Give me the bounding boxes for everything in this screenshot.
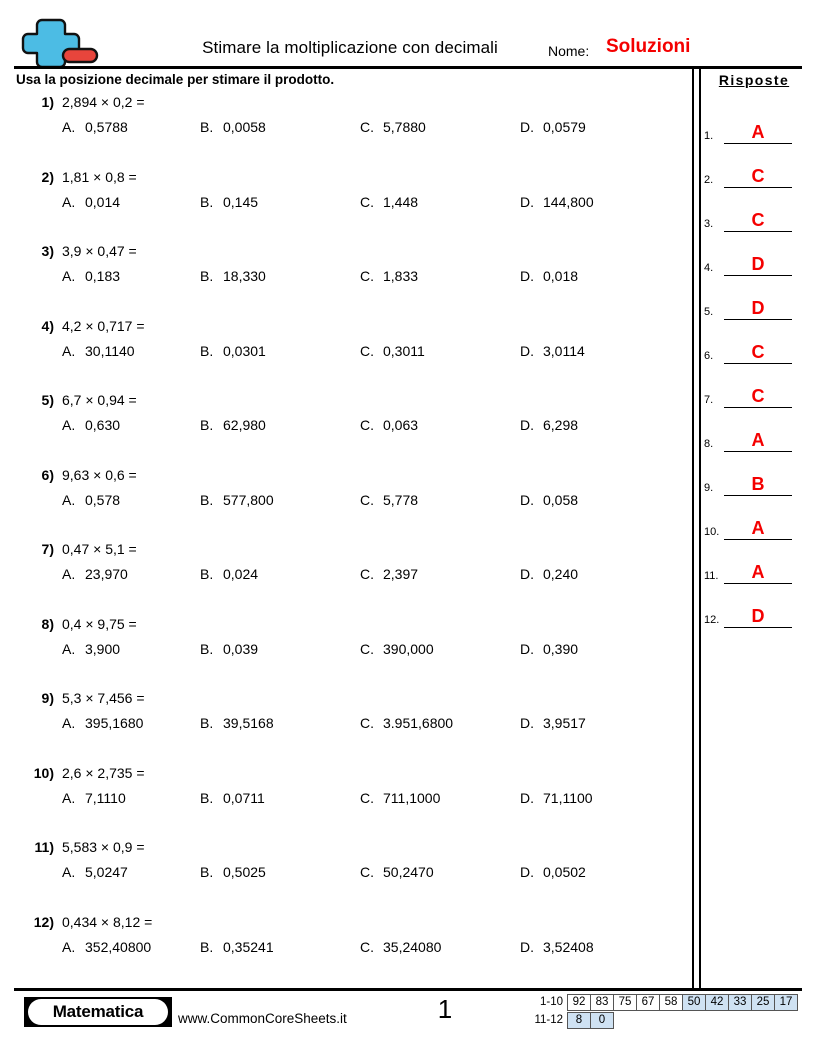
option-value: 0,5788 <box>85 119 128 135</box>
option-letter: C. <box>360 566 374 582</box>
option-choice[interactable] <box>200 268 360 285</box>
score-cell: 8 <box>567 1012 591 1029</box>
option-value: 3.951,6800 <box>383 715 454 731</box>
question-options <box>0 268 692 285</box>
question-block <box>0 94 692 169</box>
option-letter: B. <box>200 566 214 582</box>
question-options <box>0 790 692 807</box>
option-choice[interactable] <box>0 119 200 136</box>
option-choice[interactable] <box>360 492 520 509</box>
option-value: 390,000 <box>383 640 434 657</box>
option-value: 0,0711 <box>223 789 265 806</box>
option-choice[interactable] <box>360 194 520 211</box>
answer-key-row <box>704 408 804 452</box>
option-choice[interactable] <box>0 492 200 509</box>
option-value: 352,40800 <box>85 938 152 955</box>
option-value: 0,630 <box>85 417 121 433</box>
option-value: 23,970 <box>85 566 128 582</box>
score-cell: 0 <box>590 1012 614 1029</box>
answer-key-value: A <box>751 518 765 538</box>
answer-key-value: D <box>751 298 765 318</box>
score-cell: 58 <box>659 994 683 1011</box>
option-value: 3,52408 <box>543 938 594 955</box>
option-choice[interactable] <box>200 343 360 360</box>
option-value: 0,390 <box>543 640 579 657</box>
score-row <box>524 994 798 1011</box>
option-value: 0,5025 <box>223 864 266 880</box>
option-choice[interactable] <box>520 194 680 211</box>
option-choice[interactable] <box>200 864 360 881</box>
option-choice[interactable] <box>360 566 520 583</box>
question-prompt <box>24 243 684 260</box>
answer-key-row <box>704 100 804 144</box>
option-choice[interactable] <box>520 343 680 360</box>
option-choice[interactable] <box>0 268 200 285</box>
option-value: 3,900 <box>85 640 121 657</box>
question-expression: 3,9 × 0,47 = <box>62 243 137 259</box>
option-value: 71,1100 <box>543 789 593 806</box>
question-block <box>0 169 692 244</box>
option-choice[interactable] <box>0 641 200 658</box>
question-block <box>0 318 692 393</box>
option-choice[interactable] <box>0 417 200 434</box>
question-expression: 5,583 × 0,9 = <box>62 839 145 855</box>
answer-key-row <box>704 320 804 364</box>
option-choice[interactable] <box>360 417 520 434</box>
question-number: 7) <box>41 541 54 557</box>
option-choice[interactable] <box>200 119 360 136</box>
option-letter: B. <box>200 268 214 284</box>
answer-key-value: C <box>751 386 765 406</box>
question-number: 11) <box>34 839 54 855</box>
question-options <box>0 641 692 658</box>
option-choice[interactable] <box>520 566 680 583</box>
option-letter: B. <box>200 342 214 359</box>
option-value: 35,24080 <box>383 938 442 955</box>
question-number: 9) <box>41 690 54 706</box>
brand-label: Matematica <box>28 999 168 1025</box>
option-value: 62,980 <box>223 417 266 433</box>
option-choice[interactable] <box>360 715 520 732</box>
option-letter: B. <box>200 640 214 657</box>
answer-key-index: 1. <box>704 130 714 142</box>
option-letter: D. <box>520 566 534 582</box>
option-letter: C. <box>360 715 374 731</box>
answer-key-row <box>704 584 804 628</box>
answer-key-value: A <box>751 430 765 450</box>
answer-key-row <box>704 188 804 232</box>
option-letter: A. <box>62 789 76 806</box>
score-cell: 67 <box>636 994 660 1011</box>
question-options <box>0 566 692 583</box>
question-prompt <box>24 318 684 335</box>
option-choice[interactable] <box>200 790 360 807</box>
option-letter: C. <box>360 640 374 657</box>
answer-key-panel <box>704 68 804 628</box>
answer-key-value: B <box>751 474 765 494</box>
question-number: 8) <box>41 615 54 632</box>
option-letter: B. <box>200 491 214 508</box>
answer-key-title: Risposte <box>718 72 790 88</box>
answer-key-row <box>704 232 804 276</box>
option-value: 0,3011 <box>383 342 425 359</box>
option-choice[interactable] <box>520 268 680 285</box>
answer-key-row <box>704 452 804 496</box>
option-letter: B. <box>200 119 214 135</box>
question-block <box>0 243 692 318</box>
question-block <box>0 690 692 765</box>
answer-key-value: C <box>751 166 765 186</box>
question-prompt <box>24 392 684 409</box>
answer-key-value: D <box>751 606 765 626</box>
question-expression: 2,894 × 0,2 = <box>62 94 145 110</box>
option-choice[interactable] <box>200 194 360 211</box>
score-cell: 83 <box>590 994 614 1011</box>
questions-list <box>0 94 692 988</box>
option-value: 5,778 <box>383 491 419 508</box>
question-options <box>0 864 692 881</box>
question-expression: 9,63 × 0,6 = <box>62 466 137 483</box>
answer-key-row <box>704 496 804 540</box>
option-letter: C. <box>360 268 374 284</box>
option-letter: A. <box>62 342 76 359</box>
option-letter: B. <box>200 789 214 806</box>
question-prompt <box>24 541 684 558</box>
answer-key-index: 8. <box>704 438 714 450</box>
answer-key-index: 2. <box>704 174 714 186</box>
option-choice[interactable] <box>360 268 520 285</box>
option-letter: A. <box>62 864 76 880</box>
score-cell: 17 <box>774 994 798 1011</box>
option-letter: B. <box>200 938 214 955</box>
option-value: 3,0114 <box>543 342 585 359</box>
option-letter: A. <box>62 566 76 582</box>
option-value: 7,1110 <box>85 789 126 806</box>
question-block <box>0 541 692 616</box>
score-cells <box>568 1012 614 1029</box>
answer-key-row <box>704 364 804 408</box>
option-choice[interactable] <box>360 343 520 360</box>
question-number: 5) <box>41 392 54 408</box>
instruction-text: Usa la posizione decimale per stimare il prodotto. <box>16 72 335 87</box>
name-label: Nome: <box>548 43 590 59</box>
answer-key-row <box>704 540 804 584</box>
question-number: 12) <box>33 913 54 930</box>
option-letter: B. <box>200 715 214 731</box>
score-cell: 75 <box>613 994 637 1011</box>
question-expression: 2,6 × 2,735 = <box>62 764 145 781</box>
question-prompt <box>24 914 684 931</box>
option-choice[interactable] <box>0 939 200 956</box>
option-value: 5,7880 <box>383 119 426 135</box>
question-options <box>0 417 692 434</box>
option-value: 395,1680 <box>85 715 144 731</box>
option-choice[interactable] <box>520 119 680 136</box>
option-value: 0,024 <box>223 566 259 582</box>
question-options <box>0 343 692 360</box>
option-choice[interactable] <box>200 641 360 658</box>
option-value: 0,039 <box>223 640 259 657</box>
option-value: 0,240 <box>543 566 579 582</box>
answer-key-index: 12. <box>704 614 720 626</box>
page-number: 1 <box>437 994 453 1024</box>
option-value: 18,330 <box>223 268 266 284</box>
option-choice[interactable] <box>520 864 680 881</box>
question-options <box>0 715 692 732</box>
question-number: 4) <box>41 317 54 334</box>
question-number: 10) <box>33 764 54 781</box>
option-letter: A. <box>62 640 76 657</box>
option-choice[interactable] <box>200 715 360 732</box>
option-value: 0,0579 <box>543 119 586 135</box>
option-choice[interactable] <box>200 417 360 434</box>
option-value: 0,014 <box>85 193 121 210</box>
option-value: 5,0247 <box>85 864 128 880</box>
option-choice[interactable] <box>0 790 200 807</box>
header-divider <box>14 66 802 69</box>
answer-key-value: A <box>751 562 765 582</box>
option-value: 0,018 <box>543 268 579 284</box>
answer-key-value: C <box>751 342 765 362</box>
option-choice[interactable] <box>520 417 680 434</box>
question-prompt <box>24 765 684 782</box>
option-letter: D. <box>520 938 534 955</box>
score-cells <box>568 994 798 1011</box>
option-letter: B. <box>200 193 214 210</box>
answer-key-row <box>704 144 804 188</box>
question-options <box>0 939 692 956</box>
option-letter: D. <box>520 715 534 731</box>
option-choice[interactable] <box>520 641 680 658</box>
option-value: 6,298 <box>543 417 579 433</box>
option-letter: C. <box>360 789 374 806</box>
score-table <box>524 994 798 1030</box>
option-letter: B. <box>200 417 214 433</box>
question-options <box>0 119 692 136</box>
question-options <box>0 194 692 211</box>
score-row-label: 1-10 <box>539 996 563 1008</box>
answer-key-index: 9. <box>704 482 714 494</box>
option-letter: C. <box>360 342 374 359</box>
score-row-label: 11-12 <box>534 1014 563 1026</box>
option-choice[interactable] <box>0 864 200 881</box>
option-value: 711,1000 <box>383 789 441 806</box>
question-prompt <box>24 690 684 707</box>
option-letter: D. <box>520 119 534 135</box>
option-letter: A. <box>62 193 76 210</box>
page-title: Stimare la moltiplicazione con decimali <box>202 38 498 57</box>
option-value: 1,833 <box>383 268 419 284</box>
option-value: 0,578 <box>85 491 121 508</box>
question-prompt <box>24 616 684 633</box>
option-value: 30,1140 <box>85 342 135 359</box>
score-row <box>524 1012 798 1029</box>
option-letter: A. <box>62 715 76 731</box>
option-choice[interactable] <box>360 119 520 136</box>
option-choice[interactable] <box>360 790 520 807</box>
question-number: 3) <box>41 243 54 259</box>
option-letter: D. <box>520 342 534 359</box>
option-choice[interactable] <box>520 715 680 732</box>
option-letter: C. <box>360 417 374 433</box>
answer-key-index: 3. <box>704 218 714 230</box>
question-block <box>0 467 692 542</box>
website-url: www.CommonCoreSheets.it <box>178 1011 347 1026</box>
option-letter: D. <box>520 640 534 657</box>
option-choice[interactable] <box>360 864 520 881</box>
option-value: 0,0058 <box>223 119 266 135</box>
question-expression: 5,3 × 7,456 = <box>62 690 145 706</box>
question-expression: 4,2 × 0,717 = <box>62 317 145 334</box>
footer-divider <box>14 988 802 991</box>
answer-key-index: 11. <box>704 570 719 582</box>
question-expression: 6,7 × 0,94 = <box>62 392 137 408</box>
page-header <box>0 0 816 68</box>
option-letter: D. <box>520 193 534 210</box>
option-value: 0,183 <box>85 268 121 284</box>
answer-key-index: 6. <box>704 350 714 362</box>
option-value: 0,058 <box>543 491 579 508</box>
question-block <box>0 392 692 467</box>
score-cell: 42 <box>705 994 729 1011</box>
option-choice[interactable] <box>200 566 360 583</box>
option-choice[interactable] <box>0 715 200 732</box>
brand-badge <box>24 997 172 1027</box>
option-letter: D. <box>520 491 534 508</box>
option-letter: A. <box>62 119 76 135</box>
option-choice[interactable] <box>520 790 680 807</box>
option-choice[interactable] <box>200 939 360 956</box>
option-letter: C. <box>360 119 374 135</box>
option-value: 0,0502 <box>543 864 586 880</box>
question-expression: 0,434 × 8,12 = <box>62 913 153 930</box>
option-value: 2,397 <box>383 566 419 582</box>
score-cell: 33 <box>728 994 752 1011</box>
answer-key-index: 7. <box>704 394 714 406</box>
option-letter: A. <box>62 268 76 284</box>
option-letter: C. <box>360 491 374 508</box>
answer-key-list <box>704 100 804 628</box>
question-prompt <box>24 839 684 856</box>
option-letter: A. <box>62 491 76 508</box>
question-expression: 0,47 × 5,1 = <box>62 541 137 557</box>
answer-key-index: 10. <box>704 526 720 538</box>
question-number: 2) <box>41 168 54 185</box>
question-prompt <box>24 169 684 186</box>
score-cell: 25 <box>751 994 775 1011</box>
option-letter: C. <box>360 864 374 880</box>
question-block <box>0 914 692 989</box>
score-cell: 92 <box>567 994 591 1011</box>
option-value: 144,800 <box>543 193 594 210</box>
question-number: 1) <box>41 94 54 110</box>
option-letter: D. <box>520 864 534 880</box>
option-letter: C. <box>360 938 374 955</box>
question-prompt <box>24 467 684 484</box>
option-value: 577,800 <box>223 491 274 508</box>
option-choice[interactable] <box>0 194 200 211</box>
option-value: 0,35241 <box>223 938 274 955</box>
option-value: 0,145 <box>223 193 259 210</box>
option-value: 1,448 <box>383 193 419 210</box>
answer-key-index: 5. <box>704 306 714 318</box>
question-options <box>0 492 692 509</box>
option-letter: D. <box>520 789 534 806</box>
answer-key-row <box>704 276 804 320</box>
question-prompt <box>24 94 684 111</box>
option-choice[interactable] <box>360 641 520 658</box>
column-divider-right <box>699 66 701 988</box>
question-number: 6) <box>41 466 54 483</box>
option-letter: A. <box>62 417 76 433</box>
option-choice[interactable] <box>0 343 200 360</box>
answer-key-index: 4. <box>704 262 714 274</box>
option-value: 39,5168 <box>223 715 274 731</box>
answer-key-value: A <box>751 122 765 142</box>
option-choice[interactable] <box>200 492 360 509</box>
option-choice[interactable] <box>520 492 680 509</box>
column-divider-left <box>692 66 694 988</box>
option-letter: B. <box>200 864 214 880</box>
question-block <box>0 765 692 840</box>
option-letter: D. <box>520 417 534 433</box>
option-value: 0,0301 <box>223 342 266 359</box>
question-block <box>0 839 692 914</box>
option-value: 50,2470 <box>383 864 434 880</box>
option-choice[interactable] <box>520 939 680 956</box>
question-expression: 0,4 × 9,75 = <box>62 615 137 632</box>
name-value: Soluzioni <box>606 36 691 57</box>
question-expression: 1,81 × 0,8 = <box>62 168 137 185</box>
question-block <box>0 616 692 691</box>
option-letter: A. <box>62 938 76 955</box>
score-cell: 50 <box>682 994 706 1011</box>
option-letter: C. <box>360 193 374 210</box>
option-value: 3,9517 <box>543 715 586 731</box>
option-choice[interactable] <box>0 566 200 583</box>
plus-minus-logo-icon <box>16 16 102 68</box>
answer-key-value: D <box>751 254 765 274</box>
option-choice[interactable] <box>360 939 520 956</box>
option-letter: D. <box>520 268 534 284</box>
answer-key-value: C <box>751 210 765 230</box>
option-value: 0,063 <box>383 417 419 433</box>
